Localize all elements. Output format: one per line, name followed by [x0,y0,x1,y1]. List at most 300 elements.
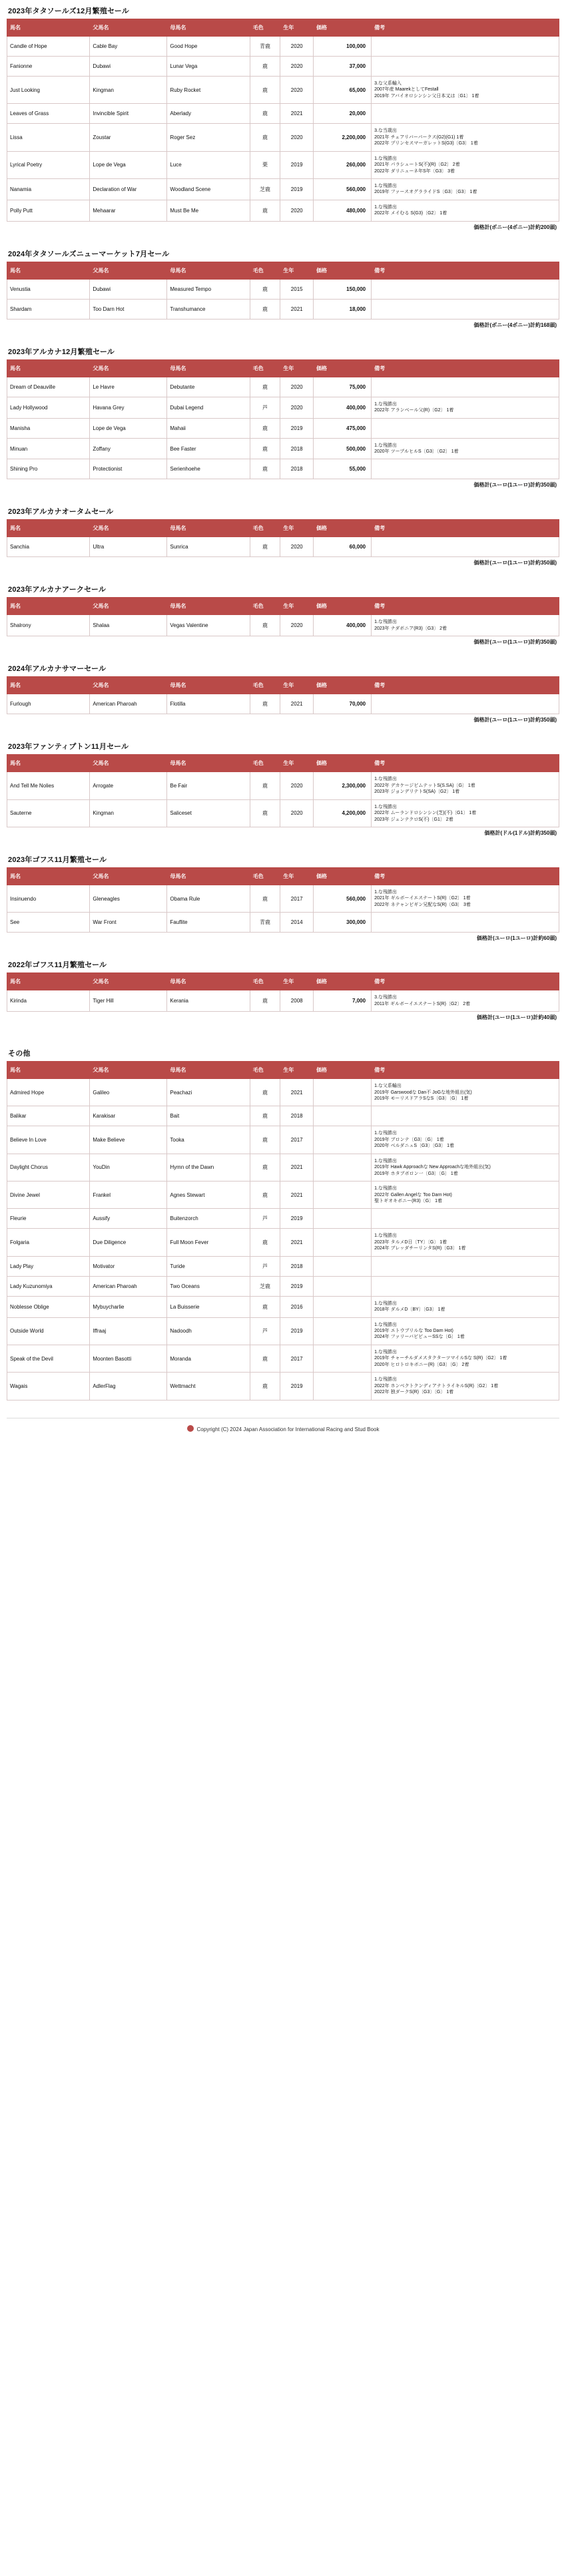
col-horse: 馬名 [7,359,90,377]
cell-birth-year: 2021 [280,104,314,124]
cell-coat-color: 鹿 [250,438,280,459]
header-row [7,867,559,885]
col-price: 価格 [314,755,372,772]
sale-table-body [7,772,559,827]
section-title-other: その他 [8,1050,31,1058]
table-row [7,397,559,418]
other-table-head [7,1062,559,1079]
col-note: 備考 [372,262,559,279]
header-row [7,973,559,990]
col-year: 生年 [280,520,314,537]
cell-coat-color: 鹿 [250,1296,280,1317]
sale-table-body [7,885,559,932]
col-year: 生年 [280,973,314,990]
col-coat: 毛色 [250,755,280,772]
cell-coat-color: 鹿 [250,418,280,438]
cell-birth-year: 2018 [280,438,314,459]
cell-price: 2,300,000 [314,772,372,799]
section-title: 2024年アルカナサマーセール [8,665,107,674]
cell-sire-name: American Pharoah [90,694,167,714]
cell-birth-year: 2020 [280,37,314,57]
cell-price [314,1181,372,1209]
note-line: 2011年 ギルボーイエスナートS(R)〔G2〕 2着 [374,1001,471,1006]
col-horse: 馬名 [7,677,90,694]
col-note: 備考 [372,19,559,37]
table-row [7,1276,559,1296]
note-line: 2021年 パラシュートS(不)(R)〔G2〕 2着 [374,162,460,168]
cell-notes [372,799,559,827]
cell-dam-name: Mahaii [167,418,250,438]
col-year: 生年 [280,598,314,615]
table-row [7,1209,559,1229]
cell-price: 60,000 [314,537,372,557]
cell-dam-name: Buitenzorch [167,1209,250,1229]
col-note: 備考 [372,867,559,885]
cell-sire-name: Lope de Vega [90,151,167,178]
cell-horse-name: Minuan [7,438,90,459]
cell-sire-name: Frankel [90,1181,167,1209]
note-line: 1.な残勝出 [374,204,397,210]
cell-birth-year: 2020 [280,615,314,636]
col-price: 価格 [314,1062,372,1079]
section-total: 価格計(ユーロ(1ユーロ)計約350頭) [473,560,557,566]
cell-dam-name: Lunar Vega [167,57,250,77]
cell-notes [372,299,559,319]
table-head [7,262,559,279]
cell-notes [372,1106,559,1126]
table-row [7,913,559,933]
col-year: 生年 [280,755,314,772]
cell-horse-name: Balikar [7,1106,90,1126]
cell-sire-name: Le Havre [90,377,167,397]
cell-price: 65,000 [314,77,372,104]
col-price: 価格 [314,677,372,694]
note-line: 1.な残勝出 [374,443,397,448]
cell-horse-name: Lyrical Poetry [7,151,90,178]
cell-price: 37,000 [314,57,372,77]
cell-sire-name: Dubawi [90,279,167,299]
cell-coat-color: 青鹿 [250,37,280,57]
note-line: 2007年産 MaarekとしてFestall [374,87,439,93]
cell-dam-name: Bait [167,1106,250,1126]
col-dam: 母馬名 [167,598,250,615]
note-line: 2022年 独ダークS(R)〔G3〕〔G〕 1着 [374,1390,454,1395]
col-dam: 母馬名 [167,867,250,885]
cell-horse-name: Polly Putt [7,200,90,221]
cell-birth-year: 2020 [280,377,314,397]
cell-dam-name: Luce [167,151,250,178]
cell-dam-name: Peachazi [167,1079,250,1106]
sale-table-body [7,990,559,1012]
cell-coat-color: 鹿 [250,1079,280,1106]
cell-dam-name: Ruby Rocket [167,77,250,104]
note-line: 2019年 ファースオグラライドS〔G3〕〔G3〕 1着 [374,190,477,195]
col-price: 価格 [314,973,372,990]
note-line: 2022年 ホンベクトクンディアナトライキルS(R)〔G2〕 1着 [374,1383,499,1389]
cell-coat-color: 鹿 [250,459,280,479]
cell-coat-color: 鹿 [250,990,280,1012]
cell-notes [372,1181,559,1209]
note-line: 2023年 ジョンデリテトS(SA)〔G2〕 1着 [374,789,460,795]
col-price: 価格 [314,598,372,615]
cell-coat-color: 鹿 [250,1106,280,1126]
cell-horse-name: Fleurie [7,1209,90,1229]
cell-coat-color: 鹿 [250,885,280,912]
sale-table [7,754,559,827]
cell-notes [372,178,559,200]
cell-sire-name: Zoustar [90,124,167,151]
sale-table [7,597,559,636]
cell-coat-color: 鹿 [250,1154,280,1181]
cell-notes [372,151,559,178]
col-coat: 毛色 [250,867,280,885]
sale-table [7,867,559,933]
cell-birth-year: 2020 [280,397,314,418]
note-line: 2022年 ネテャンビギン兄配なS(R)〔G3〕 3着 [374,902,471,907]
note-line: 2023年 ナダボニア(R3)〔G3〕 2着 [374,626,447,631]
note-line: 2022年 ムーランドロシンシン(芝)(不)〔G1〕 1着 [374,811,477,816]
cell-notes [372,200,559,221]
table-row [7,1229,559,1256]
cell-sire-name: Protectionist [90,459,167,479]
note-line: 2020年 ベルダニュS〔G3〕〔G3〕 1着 [374,1144,455,1149]
cell-notes [372,1126,559,1154]
table-row [7,1256,559,1276]
cell-coat-color: 鹿 [250,615,280,636]
cell-horse-name: Divine Jewel [7,1181,90,1209]
cell-horse-name: And Tell Me Nolies [7,772,90,799]
note-line: 1.な残勝出 [374,1186,397,1191]
col-horse: 馬名 [7,973,90,990]
note-line: 1.な残勝出 [374,620,397,625]
cell-sire-name: Havana Grey [90,397,167,418]
col-dam: 母馬名 [167,19,250,37]
cell-dam-name: Be Fair [167,772,250,799]
cell-notes [372,1345,559,1372]
cell-birth-year: 2019 [280,178,314,200]
cell-price: 100,000 [314,37,372,57]
cell-dam-name: Dubai Legend [167,397,250,418]
section-total: 価格計(ポニー(4ポニー)計約200頭) [473,224,557,230]
cell-coat-color: 鹿 [250,1126,280,1154]
cell-price: 7,000 [314,990,372,1012]
cell-sire-name: Kingman [90,77,167,104]
cell-dam-name: Nadoodh [167,1317,250,1345]
table-row [7,1317,559,1345]
cell-sire-name: Cable Bay [90,37,167,57]
table-head [7,520,559,537]
cell-notes [372,104,559,124]
sale-section [7,248,559,329]
cell-notes [372,1229,559,1256]
cell-notes [372,438,559,459]
header-row [7,19,559,37]
col-price: 価格 [314,359,372,377]
sections-container [7,5,559,1021]
note-line: 2022年 アランベール父(R)〔G2〕 1着 [374,408,454,413]
cell-notes [372,1079,559,1106]
note-line: 2022年 Gallen Angelな Too Darn Hot) [374,1192,452,1197]
cell-dam-name: Full Moon Fever [167,1229,250,1256]
col-sire: 父馬名 [90,598,167,615]
cell-birth-year: 2020 [280,77,314,104]
cell-price: 560,000 [314,885,372,912]
note-line: 2024年 ブレッダチーリンタS(R)〔G3〕 1着 [374,1246,466,1251]
cell-price [314,1276,372,1296]
cell-notes [372,397,559,418]
table-row [7,772,559,799]
table-row [7,1345,559,1372]
cell-horse-name: Outside World [7,1317,90,1345]
cell-horse-name: Lissa [7,124,90,151]
cell-dam-name: Serienhoehe [167,459,250,479]
cell-price: 400,000 [314,397,372,418]
cell-notes [372,885,559,912]
cell-notes [372,1373,559,1400]
cell-sire-name: Arrogate [90,772,167,799]
sale-section [7,506,559,566]
note-line: 2022年 プリンセスマーガレットS(G3)〔G3〕 1着 [374,141,478,146]
cell-coat-color: 鹿 [250,200,280,221]
cell-price [314,1209,372,1229]
note-line: 聖トギオキボニー(R3)〔G〕 1着 [374,1198,442,1203]
cell-price: 70,000 [314,694,372,714]
col-sire: 父馬名 [90,755,167,772]
cell-coat-color: 鹿 [250,772,280,799]
cell-horse-name: Manisha [7,418,90,438]
cell-dam-name: Two Oceans [167,1276,250,1296]
sale-table-body [7,694,559,714]
cell-dam-name: Bee Faster [167,438,250,459]
section-title: 2022年ゴフス11月繁殖セール [8,961,107,970]
cell-dam-name: Obama Rule [167,885,250,912]
cell-notes [372,1154,559,1181]
note-line: 1.な父系輸出 [374,1084,402,1089]
note-line: 1.な残勝出 [374,1158,397,1164]
note-line: 1.な残勝出 [374,804,397,809]
cell-coat-color: 鹿 [250,694,280,714]
cell-sire-name: War Front [90,913,167,933]
cell-birth-year: 2021 [280,1079,314,1106]
table-row [7,537,559,557]
table-row [7,1296,559,1317]
cell-coat-color: 鹿 [250,1345,280,1372]
cell-coat-color: 青鹿 [250,913,280,933]
table-row [7,1126,559,1154]
cell-birth-year: 2021 [280,1181,314,1209]
cell-horse-name: Kirinda [7,990,90,1012]
cell-dam-name: Good Hope [167,37,250,57]
cell-birth-year: 2020 [280,799,314,827]
note-line: 2019年 アバイオロシンシン父日本又は〔G1〕 1着 [374,93,479,99]
table-row [7,1154,559,1181]
table-head [7,359,559,377]
col-horse: 馬名 [7,19,90,37]
cell-birth-year: 2021 [280,1229,314,1256]
note-line: 2019年 エトウブリルな Too Darn Hot) [374,1329,453,1333]
cell-birth-year: 2016 [280,1296,314,1317]
cell-price: 18,000 [314,299,372,319]
col-sire: 父馬名 [90,1062,167,1079]
sale-section [7,584,559,646]
sale-table-body [7,615,559,636]
note-line: 2019年 Hawk Approachな New Approachな地外組出(気) [374,1165,491,1170]
cell-price: 260,000 [314,151,372,178]
cell-dam-name: La Buisserie [167,1296,250,1317]
cell-dam-name: Moranda [167,1345,250,1372]
cell-dam-name: Roger Sez [167,124,250,151]
col-dam: 母馬名 [167,262,250,279]
section-total: 価格計(ユーロ(1ユーロ)計約350頭) [473,482,557,489]
cell-sire-name: Shalaa [90,615,167,636]
cell-dam-name: Must Be Me [167,200,250,221]
note-line: 3.な父系輸入 [374,81,402,86]
cell-horse-name: Lady Play [7,1256,90,1276]
cell-sire-name: YouDin [90,1154,167,1181]
note-line: 1.な残勝出 [374,777,397,782]
copyright-text: Copyright (C) 2024 Japan Association for International Racing and Stud Book [196,1426,380,1432]
col-note: 備考 [372,520,559,537]
col-price: 価格 [314,867,372,885]
cell-price [314,1126,372,1154]
table-head [7,598,559,615]
cell-horse-name: Folgaria [7,1229,90,1256]
cell-birth-year: 2019 [280,418,314,438]
cell-notes [372,1296,559,1317]
cell-notes [372,459,559,479]
note-line: 2019年 Garswoodな Dan不 JoGな地外組出(気) [374,1090,472,1095]
cell-horse-name: Daylight Chorus [7,1154,90,1181]
col-year: 生年 [280,262,314,279]
cell-dam-name: Agnes Stewart [167,1181,250,1209]
table-row [7,1079,559,1106]
section-title: 2023年アルカナアークセール [8,586,107,594]
cell-dam-name: Sunrica [167,537,250,557]
cell-price [314,1106,372,1126]
col-price: 価格 [314,19,372,37]
note-line: 1.な残勝出 [374,401,397,407]
cell-dam-name: Measured Tempo [167,279,250,299]
col-sire: 父馬名 [90,359,167,377]
cell-dam-name: Woodland Scene [167,178,250,200]
table-row [7,104,559,124]
table-row [7,615,559,636]
cell-notes [372,77,559,104]
section-total: 価格計(ユーロ(1ユーロ)計約350頭) [473,639,557,646]
table-row [7,299,559,319]
note-line: 1.な残勝出 [374,1322,397,1327]
cell-sire-name: Ultra [90,537,167,557]
other-section [7,1048,559,1400]
cell-horse-name: Shalrony [7,615,90,636]
sale-table [7,262,559,320]
cell-price [314,1256,372,1276]
cell-birth-year: 2018 [280,1106,314,1126]
cell-horse-name: See [7,913,90,933]
col-year: 生年 [280,359,314,377]
cell-sire-name: Kingman [90,799,167,827]
cell-dam-name: Wettmacht [167,1373,250,1400]
cell-sire-name: Too Darn Hot [90,299,167,319]
cell-price: 400,000 [314,615,372,636]
col-horse: 馬名 [7,867,90,885]
cell-coat-color: 鹿 [250,1373,280,1400]
table-row [7,57,559,77]
cell-dam-name: Fauflite [167,913,250,933]
other-table-body [7,1079,559,1400]
cell-birth-year: 2019 [280,1276,314,1296]
col-sire: 父馬名 [90,520,167,537]
cell-sire-name: Invincible Spirit [90,104,167,124]
note-line: 2019年 モーリスドアラSなS〔G3〕〔G〕 1着 [374,1096,469,1101]
sale-table [7,519,559,557]
note-line: 2018年 ダルメD〔BY〕〔G3〕 1着 [374,1307,445,1313]
cell-notes [372,694,559,714]
cell-birth-year: 2019 [280,151,314,178]
cell-coat-color: 鹿 [250,57,280,77]
jairs-logo-icon [187,1425,194,1432]
table-row [7,124,559,151]
section-total: 価格計(ポニー(4ポニー)計約168頭) [473,322,557,328]
cell-price: 560,000 [314,178,372,200]
sale-table [7,676,559,714]
col-note: 備考 [372,359,559,377]
page-footer [7,1418,559,1442]
cell-horse-name: Sanchia [7,537,90,557]
cell-notes [372,537,559,557]
cell-dam-name: Vegas Valentine [167,615,250,636]
col-note: 備考 [372,677,559,694]
cell-coat-color: 芦 [250,1256,280,1276]
cell-price: 55,000 [314,459,372,479]
cell-birth-year: 2015 [280,279,314,299]
cell-horse-name: Insinuendo [7,885,90,912]
cell-birth-year: 2020 [280,57,314,77]
sale-table [7,972,559,1012]
cell-birth-year: 2017 [280,1126,314,1154]
cell-coat-color: 芝鹿 [250,178,280,200]
header-row [7,677,559,694]
header-row [7,755,559,772]
cell-notes [372,418,559,438]
col-horse: 馬名 [7,755,90,772]
cell-dam-name: Transhumance [167,299,250,319]
section-title: 2023年タタソールズ12月繁殖セール [8,7,129,15]
cell-sire-name: Lope de Vega [90,418,167,438]
table-head [7,973,559,990]
cell-coat-color: 鹿 [250,799,280,827]
cell-coat-color: 鹿 [250,537,280,557]
table-row [7,418,559,438]
cell-birth-year: 2019 [280,1317,314,1345]
cell-horse-name: Leaves of Grass [7,104,90,124]
cell-notes [372,913,559,933]
section-total: 価格計(ユーロ(1ユーロ)計約350頭) [473,717,557,724]
table-row [7,438,559,459]
col-horse: 馬名 [7,1062,90,1079]
cell-price: 150,000 [314,279,372,299]
note-line: 2020年 ツープルヒルS〔G3〕〔G2〕 1着 [374,449,459,454]
cell-sire-name: American Pharoah [90,1276,167,1296]
cell-coat-color: 芦 [250,397,280,418]
note-line: 1.な残勝出 [374,1349,397,1355]
col-sire: 父馬名 [90,262,167,279]
sale-table-body [7,537,559,557]
note-line: 2019年 ホタブボロン一〔G3〕〔G〕 1着 [374,1171,458,1176]
sale-section [7,854,559,942]
cell-price [314,1296,372,1317]
cell-notes [372,1209,559,1229]
